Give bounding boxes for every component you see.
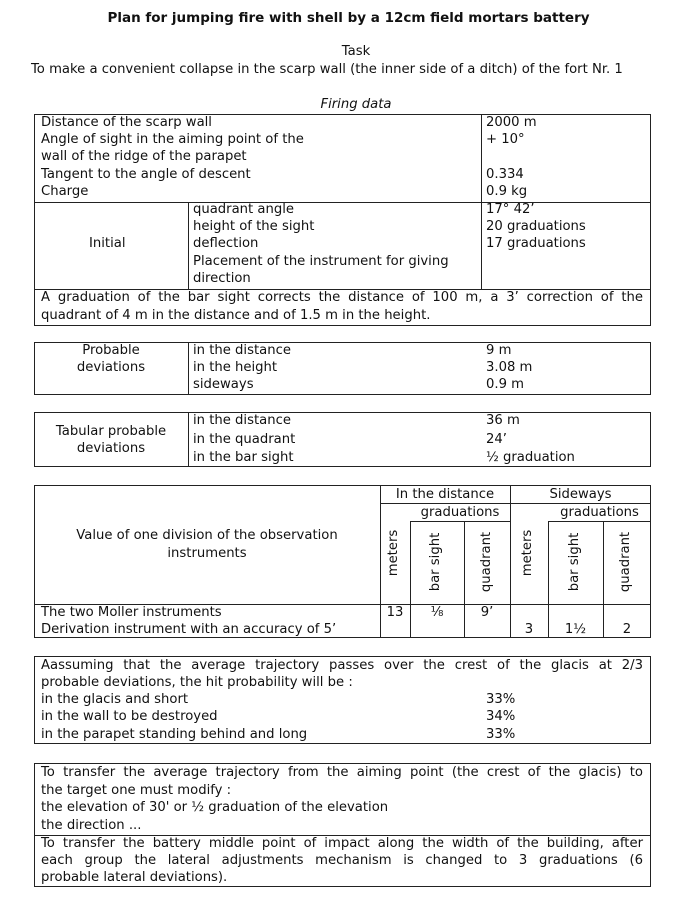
firing-row-label: Distance of the scarp wall	[41, 115, 212, 130]
tabular-row-label: in the bar sight	[193, 450, 294, 465]
initial-row-label: direction	[193, 271, 251, 286]
probability-row-label: in the glacis and short	[41, 692, 189, 707]
probable-label: deviations	[76, 360, 146, 375]
tabular-row-value: ½ graduation	[486, 450, 575, 465]
task-heading: Task	[341, 44, 371, 59]
divider	[188, 202, 189, 289]
probability-row-value: 33%	[486, 727, 516, 742]
column-header: quadrant	[618, 531, 633, 593]
divider	[188, 342, 189, 395]
probable-row-label: in the height	[193, 360, 278, 375]
graduations-header: graduations	[420, 505, 500, 520]
column-header: meters	[520, 529, 535, 577]
page-title-text: Plan for jumping fire with shell by a 12cm field mortars battery	[107, 10, 590, 26]
divider	[481, 114, 482, 289]
probable-row-value: 3.08 m	[486, 360, 533, 375]
tabular-label: deviations	[76, 441, 146, 456]
divider	[34, 202, 651, 203]
initial-row-label: quadrant angle	[193, 202, 294, 217]
firing-row-label: Charge	[41, 184, 89, 199]
initial-label: Initial	[89, 236, 126, 251]
probable-row-value: 0.9 m	[486, 377, 525, 392]
instrument-cell: ⅛	[430, 605, 444, 620]
group-sideways-header: Sideways	[549, 487, 612, 502]
transfer-text: the target one must modify :	[41, 783, 232, 798]
column-header: bar sight	[428, 532, 443, 592]
probability-row-label: in the parapet standing behind and long	[41, 727, 308, 742]
instrument-cell: 9’	[480, 605, 494, 620]
firing-row-value: + 10°	[486, 132, 525, 147]
tabular-row-value: 36 m	[486, 413, 520, 428]
group-distance-header: In the distance	[395, 487, 495, 502]
transfer-text: the elevation of 30' or ½ graduation of the elevation	[41, 800, 389, 815]
initial-row-value: 20 graduations	[486, 219, 586, 234]
probability-row-label: in the wall to be destroyed	[41, 709, 218, 724]
initial-row-label: deflection	[193, 236, 259, 251]
firing-row-value: 0.9 kg	[486, 184, 528, 199]
column-header: meters	[386, 529, 401, 577]
divider	[603, 521, 604, 638]
transfer-text: probable lateral deviations).	[41, 870, 228, 885]
instrument-row-label: Derivation instrument with an accuracy of 5’	[41, 622, 337, 637]
tabular-row-label: in the distance	[193, 413, 291, 428]
tabular-row-label: in the quadrant	[193, 432, 296, 447]
divider	[410, 521, 411, 638]
firing-row-value: 2000 m	[486, 115, 537, 130]
probability-row-value: 34%	[486, 709, 516, 724]
column-header: bar sight	[567, 532, 582, 592]
divider	[464, 521, 465, 638]
instrument-cell: 3	[524, 622, 534, 637]
firing-note: quadrant of 4 m in the distance and of 1.5 m in the height.	[41, 308, 431, 323]
probability-row-value: 33%	[486, 692, 516, 707]
firing-data-caption: Firing data	[320, 97, 392, 112]
page-title	[0, 10, 697, 26]
tabular-label: Tabular probable	[55, 424, 167, 439]
instrument-cell: 13	[386, 605, 404, 620]
instrument-cell: 2	[622, 622, 632, 637]
transfer-text: the direction ...	[41, 818, 142, 833]
probability-text: probable deviations, the hit probability will be :	[41, 675, 353, 690]
divider	[548, 521, 549, 638]
instrument-cell: 1½	[564, 622, 587, 637]
column-header: quadrant	[479, 531, 494, 593]
tabular-row-value: 24’	[486, 432, 507, 447]
transfer-text: To transfer the average trajectory from the aiming point (the crest of the glacis) to	[41, 765, 643, 780]
initial-row-label: height of the sight	[193, 219, 315, 234]
initial-row-value: 17 graduations	[486, 236, 586, 251]
firing-row-value: 0.334	[486, 167, 524, 182]
divider	[188, 412, 189, 467]
instrument-row-label: The two Moller instruments	[41, 605, 222, 620]
probable-label: Probable	[82, 343, 140, 358]
firing-row-label: Angle of sight in the aiming point of the	[41, 132, 304, 147]
firing-note: A graduation of the bar sight corrects the distance of 100 m, a 3’ correction of the	[41, 290, 643, 305]
divider	[380, 503, 651, 504]
firing-row-label: Tangent to the angle of descent	[41, 167, 251, 182]
instruments-label: instruments	[167, 546, 247, 561]
transfer-text: To transfer the battery middle point of impact along the width of the building, after	[41, 836, 643, 851]
probable-row-label: sideways	[193, 377, 254, 392]
instruments-label: Value of one division of the observation	[76, 528, 338, 543]
probable-row-label: in the distance	[193, 343, 291, 358]
initial-row-value: 17° 42’	[486, 202, 535, 217]
probability-text: Aassuming that the average trajectory passes over the crest of the glacis at 2/3	[41, 658, 643, 673]
probable-row-value: 9 m	[486, 343, 512, 358]
graduations-header: graduations	[560, 505, 639, 520]
transfer-text: each group the lateral adjustments mechanism is changed to 3 graduations (6	[41, 853, 643, 868]
firing-row-label: wall of the ridge of the parapet	[41, 149, 247, 164]
task-text: To make a convenient collapse in the scarp wall (the inner side of a ditch) of the fort Nr. 1	[31, 62, 623, 77]
initial-row-label: Placement of the instrument for giving	[193, 254, 449, 269]
divider	[510, 485, 511, 638]
